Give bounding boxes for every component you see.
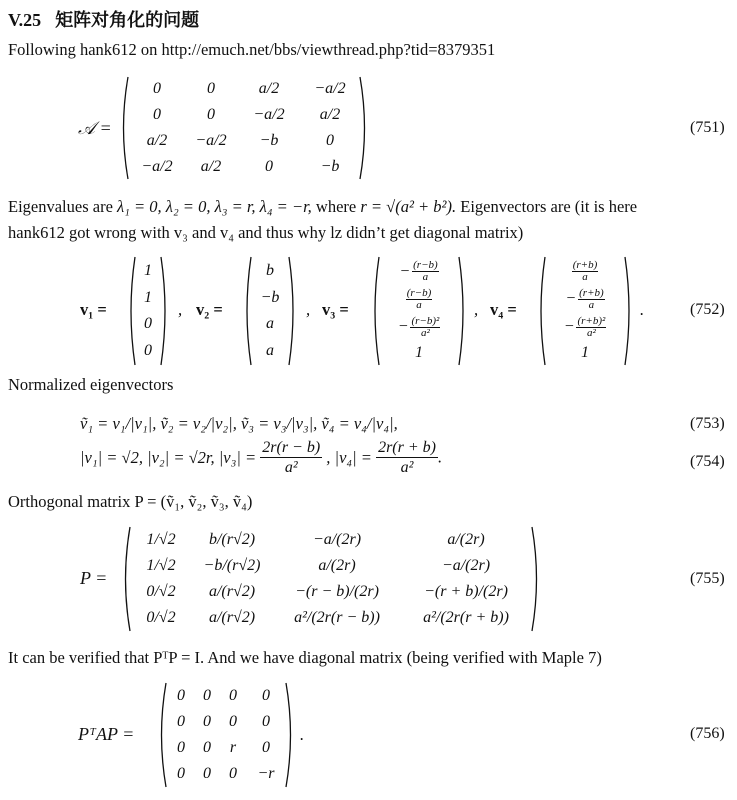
matrix-cell: 0 (229, 687, 237, 704)
eq755-number: (755) (690, 570, 725, 587)
matrix-cell: 0 (326, 132, 334, 149)
matrix-cell: −a/(2r) (441, 557, 491, 574)
eq754-frac1-den: a² (284, 459, 298, 476)
matrix-cell: 0 (153, 80, 161, 97)
v2-label: v₂ = (196, 300, 223, 319)
matrix-cell: a²/(2r(r + b)) (423, 609, 509, 626)
period-756: . (300, 725, 305, 744)
matrix-cell: 0/√2 (146, 609, 176, 626)
matrix-cell: −(r + b)/(2r) (424, 583, 508, 600)
v1-right-paren (160, 256, 170, 366)
eq754-part1: |v₁| = √2, |v₂| = √2r, |v₃| = (80, 447, 257, 467)
matrix-cell: 1/√2 (146, 557, 176, 574)
vector-entry: a (266, 315, 274, 333)
matrix-cell: 0 (177, 765, 185, 782)
vector-entry: − $\frac{(r+b)}{a}$ (565, 287, 604, 312)
v2-right-paren (288, 256, 298, 366)
matrix-cell: a/(r√2) (208, 583, 256, 600)
eq756-left-paren (156, 682, 168, 788)
matrix-cell: −b (320, 158, 340, 175)
comma-2: , (306, 300, 311, 319)
vector-entry: 0 (144, 315, 152, 333)
intro-text: Following hank612 on http://emuch.net/bbs/viewthread.php?tid=8379351 (8, 40, 496, 59)
vector-entry: − $\frac{\text{(r−b)²}}{\text{a²}}$ (397, 314, 440, 339)
matrix-cell: 0 (262, 739, 270, 756)
vector-entry: 1 (144, 262, 152, 280)
eigen-line2: hank612 got wrong with v₃ and v₄ and thus why lz didn’t get diagonal matrix) (8, 223, 524, 242)
section-number: V.25 (8, 10, 42, 30)
matrix-cell: 0 (177, 713, 185, 730)
matrix-cell: −(r − b)/(2r) (295, 583, 379, 600)
normalized-label: Normalized eigenvectors (8, 375, 174, 394)
matrix-cell: a/(r√2) (208, 609, 256, 626)
v2-vector (252, 258, 288, 364)
eigenvalues: λ₁ = 0, λ₂ = 0, λ₃ = r, λ₄ = −r, (117, 197, 312, 216)
matrix-cell: a/2 (319, 106, 341, 123)
matrix-cell: 0 (229, 713, 237, 730)
matrix-cell: 0/√2 (146, 583, 176, 600)
comma-3: , (474, 300, 479, 319)
matrix-cell: 0 (207, 106, 215, 123)
vector-entry: 1 (581, 343, 589, 361)
v4-left-paren (536, 256, 546, 366)
matrix-cell: −r (257, 765, 275, 782)
vector-entry: $\frac{(r+b)}{a}$ (572, 259, 598, 284)
matrix-cell: 0 (203, 687, 211, 704)
eigen-text-p1: Eigenvalues are (8, 197, 113, 216)
eq754-frac1-num: 2r(r − b) (262, 439, 321, 456)
eq754-frac2-den: a² (400, 459, 414, 476)
v3-left-paren (370, 256, 380, 366)
matrix-cell: −b/(r√2) (203, 557, 261, 574)
eq753-number: (753) (690, 415, 725, 432)
vector-entry: $\frac{(r-b)}{a}$ (406, 287, 432, 312)
v4-vector (546, 258, 624, 364)
eq755-lhs: P = (80, 568, 108, 588)
matrix-cell: 0 (177, 739, 185, 756)
v3-vector (380, 258, 458, 364)
matrix-cell: 0 (265, 158, 273, 175)
matrix-cell: b/(r√2) (208, 531, 256, 548)
v3-label: v₃ = (322, 300, 349, 319)
eq751-lhs: 𝒜 = (78, 118, 112, 138)
vector-entry: − $\frac{\text{(r+b)²}}{\text{a²}}$ (563, 314, 606, 339)
matrix-cell: 0 (203, 713, 211, 730)
matrix-cell: −b (259, 132, 279, 149)
eq754-frac2 (376, 438, 438, 477)
verify-text: It can be verified that PᵀP = I. And we have diagonal matrix (being verified with Maple 7) (8, 648, 602, 667)
v2-left-paren (242, 256, 252, 366)
matrix-cell: −a/2 (314, 80, 346, 97)
eq752-number: (752) (690, 301, 725, 318)
v1-vector (136, 258, 160, 364)
eq754-part2: , |v₄| = (326, 447, 372, 467)
matrix-cell: −a/2 (195, 132, 227, 149)
matrix-cell: −a/(2r) (312, 531, 362, 548)
v4-label: v₄ = (490, 300, 517, 319)
eq753-body: ṽ₁ = v₁/|v₁|, ṽ₂ = v₂/|v₂|, ṽ₃ = v₃/|v₃|, ṽ₄ = v₄/|v₄|, (80, 414, 398, 433)
v1-label: v₁ = (80, 300, 107, 319)
eq751-matrix (130, 76, 360, 180)
section-title: 矩阵对角化的问题 (55, 10, 200, 30)
period-752: . (640, 300, 645, 319)
section-heading (8, 6, 199, 32)
matrix-cell: a/2 (258, 80, 280, 97)
matrix-cell: 0 (229, 765, 237, 782)
eq754-body: |v₁| = √2, |v₂| = √2r, |v₃| = $\frac{2r(r - b)}{\text{a²}}$ , |v₄| = $\frac{2r(r + b)}{\text{a²}}$ . (80, 439, 443, 476)
matrix-cell: r (229, 739, 237, 756)
eigen-text-p3: Eigenvectors are (it is here (460, 197, 638, 216)
eq756-right-paren (284, 682, 296, 788)
matrix-cell: a/2 (200, 158, 222, 175)
eq755-matrix (132, 527, 532, 631)
v1-left-paren (126, 256, 136, 366)
eq755-right-paren (530, 526, 542, 632)
matrix-cell: 1/√2 (146, 531, 176, 548)
comma-1: , (178, 300, 183, 319)
vector-entry: − $\frac{(r-b)}{a}$ (399, 259, 438, 284)
v4-right-paren (624, 256, 634, 366)
eigen-text-p2: where (315, 197, 357, 216)
matrix-cell: a/2 (146, 132, 168, 149)
matrix-cell: 0 (203, 739, 211, 756)
vector-entry: a (266, 341, 274, 359)
orth-label: Orthogonal matrix P = (ṽ₁, ṽ₂, ṽ₃, ṽ₄) (8, 492, 253, 511)
vector-entry: 0 (144, 341, 152, 359)
eq754-frac1 (260, 438, 322, 477)
eq754-frac2-num: 2r(r + b) (378, 439, 436, 456)
matrix-cell: 0 (203, 765, 211, 782)
eq756-matrix (168, 683, 286, 787)
matrix-cell: −a/2 (141, 158, 173, 175)
matrix-cell: 0 (262, 687, 270, 704)
eq751-right-paren (358, 76, 370, 180)
eq756-lhs: PᵀAP = (78, 724, 135, 744)
eq751-number: (751) (690, 119, 725, 136)
vector-entry: b (266, 262, 274, 280)
matrix-cell: a²/(2r(r − b)) (294, 609, 380, 626)
vector-entry: 1 (144, 288, 152, 306)
matrix-cell: −a/2 (253, 106, 285, 123)
eq756-number: (756) (690, 725, 725, 742)
eq751-left-paren (118, 76, 130, 180)
matrix-cell: 0 (177, 687, 185, 704)
matrix-cell: 0 (153, 106, 161, 123)
r-definition: r = √(a² + b²). (360, 197, 457, 216)
vector-entry: 1 (415, 343, 423, 361)
matrix-cell: a/(2r) (447, 531, 485, 548)
v3-right-paren (458, 256, 468, 366)
eq754-number: (754) (690, 453, 725, 470)
matrix-cell: 0 (262, 713, 270, 730)
vector-entry: −b (260, 288, 280, 306)
eq755-left-paren (120, 526, 132, 632)
matrix-cell: 0 (207, 80, 215, 97)
eigen-line1 (8, 197, 637, 217)
matrix-cell: a/(2r) (318, 557, 356, 574)
